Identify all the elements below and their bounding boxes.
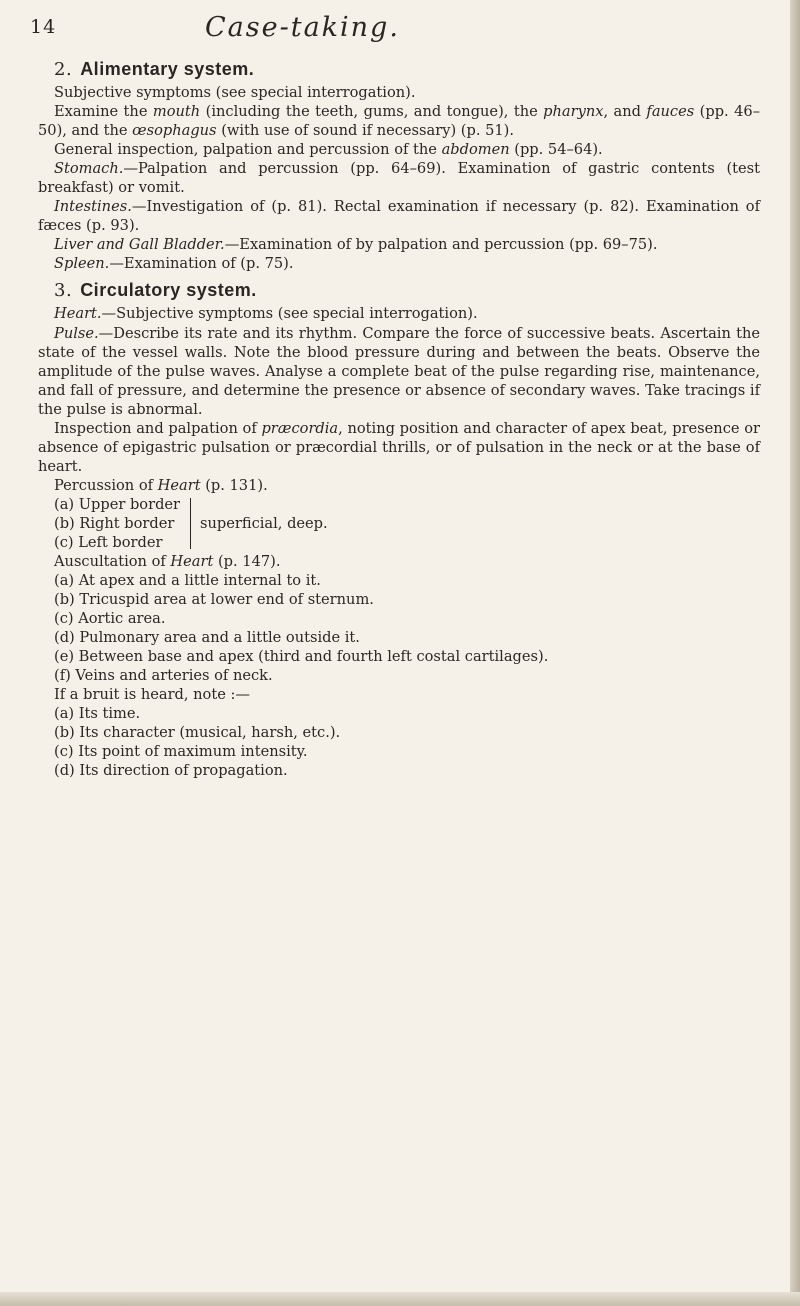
list-item: (d) Its direction of propagation. [54,762,288,780]
circulatory-percussion: Percussion of Heart (p. 131). [54,476,268,494]
list-item: (f) Veins and arteries of neck. [54,667,273,685]
list-item: (c) Its point of maximum intensity. [54,743,308,761]
section-number: 3. [54,280,73,302]
section-heading-alimentary [54,58,760,81]
alimentary-examine: Examine the mouth (including the teeth, gums, and tongue), the pharynx, and fauces (pp. 46–50), and the œsophagus (with use of sound if necessary) (p. 51). [38,103,760,140]
list-item: (a) At apex and a little internal to it. [54,571,321,589]
section-heading-circulatory [54,279,760,302]
section-title: Alimentary system. [80,59,255,79]
list-item: (d) Pulmonary area and a little outside it. [54,629,360,647]
circulatory-auscultation: Auscultation of Heart (p. 147). [54,552,281,570]
alimentary-general: General inspection, palpation and percussion of the abdomen (pp. 54–64). [54,141,603,159]
page-edge-bottom [0,1292,800,1306]
list-item: (c) Left border [54,534,163,552]
alimentary-spleen: Spleen.—Examination of (p. 75). [54,255,294,273]
percussion-borders [38,495,760,552]
list-item: (e) Between base and apex (third and fourth left costal cartilages). [54,648,549,666]
circulatory-heart: Heart.—Subjective symptoms (see special interrogation). [54,305,478,323]
alimentary-liver: Liver and Gall Bladder.—Examination of by palpation and percussion (pp. 69–75). [54,236,658,254]
bruit-intro: If a bruit is heard, note :— [54,686,250,704]
alimentary-stomach: Stomach.—Palpation and percussion (pp. 64–69). Examination of gastric contents (test breakfast) or vomit. [38,160,760,197]
page-number: 14 [30,16,57,38]
list-item: (a) Its time. [54,705,141,723]
list-item: (c) Aortic area. [54,610,166,628]
list-item: (a) Upper border [54,495,181,513]
list-item: (b) Right border [54,514,175,532]
page-body [38,52,760,781]
section-number: 2. [54,59,73,80]
section-title: Circulatory system. [80,280,257,301]
list-item: (b) Tricuspid area at lower end of sternum. [54,591,374,609]
list-item: (b) Its character (musical, harsh, etc.). [54,724,341,742]
alimentary-subjective: Subjective symptoms (see special interrogation). [54,84,416,101]
brace-label: superficial, deep. [200,514,328,532]
page-edge-right [790,0,800,1306]
running-head: Case-taking. [205,12,400,43]
alimentary-intestines: Intestines.—Investigation of (p. 81). Rectal examination if necessary (p. 82). Examination of fæces (p. 93). [38,198,760,235]
circulatory-pulse: Pulse.—Describe its rate and its rhythm. Compare the force of successive beats. Ascertain the state of the vessel walls. Note the blood pressure during and between the beats. Observe the amplitude of the pulse waves. Analyse a complete beat of the pulse regarding rise, maintenance, and fall of pressure, and determine the presence or absence of secondary waves. Take tracings if the pulse is abnormal. [38,324,760,418]
page-header [30,10,770,50]
brace [190,498,191,549]
circulatory-inspection: Inspection and palpation of præcordia, noting position and character of apex beat, presence or absence of epigastric pulsation or præcordial thrills, or of pulsation in the neck or at the base of heart. [38,419,760,475]
